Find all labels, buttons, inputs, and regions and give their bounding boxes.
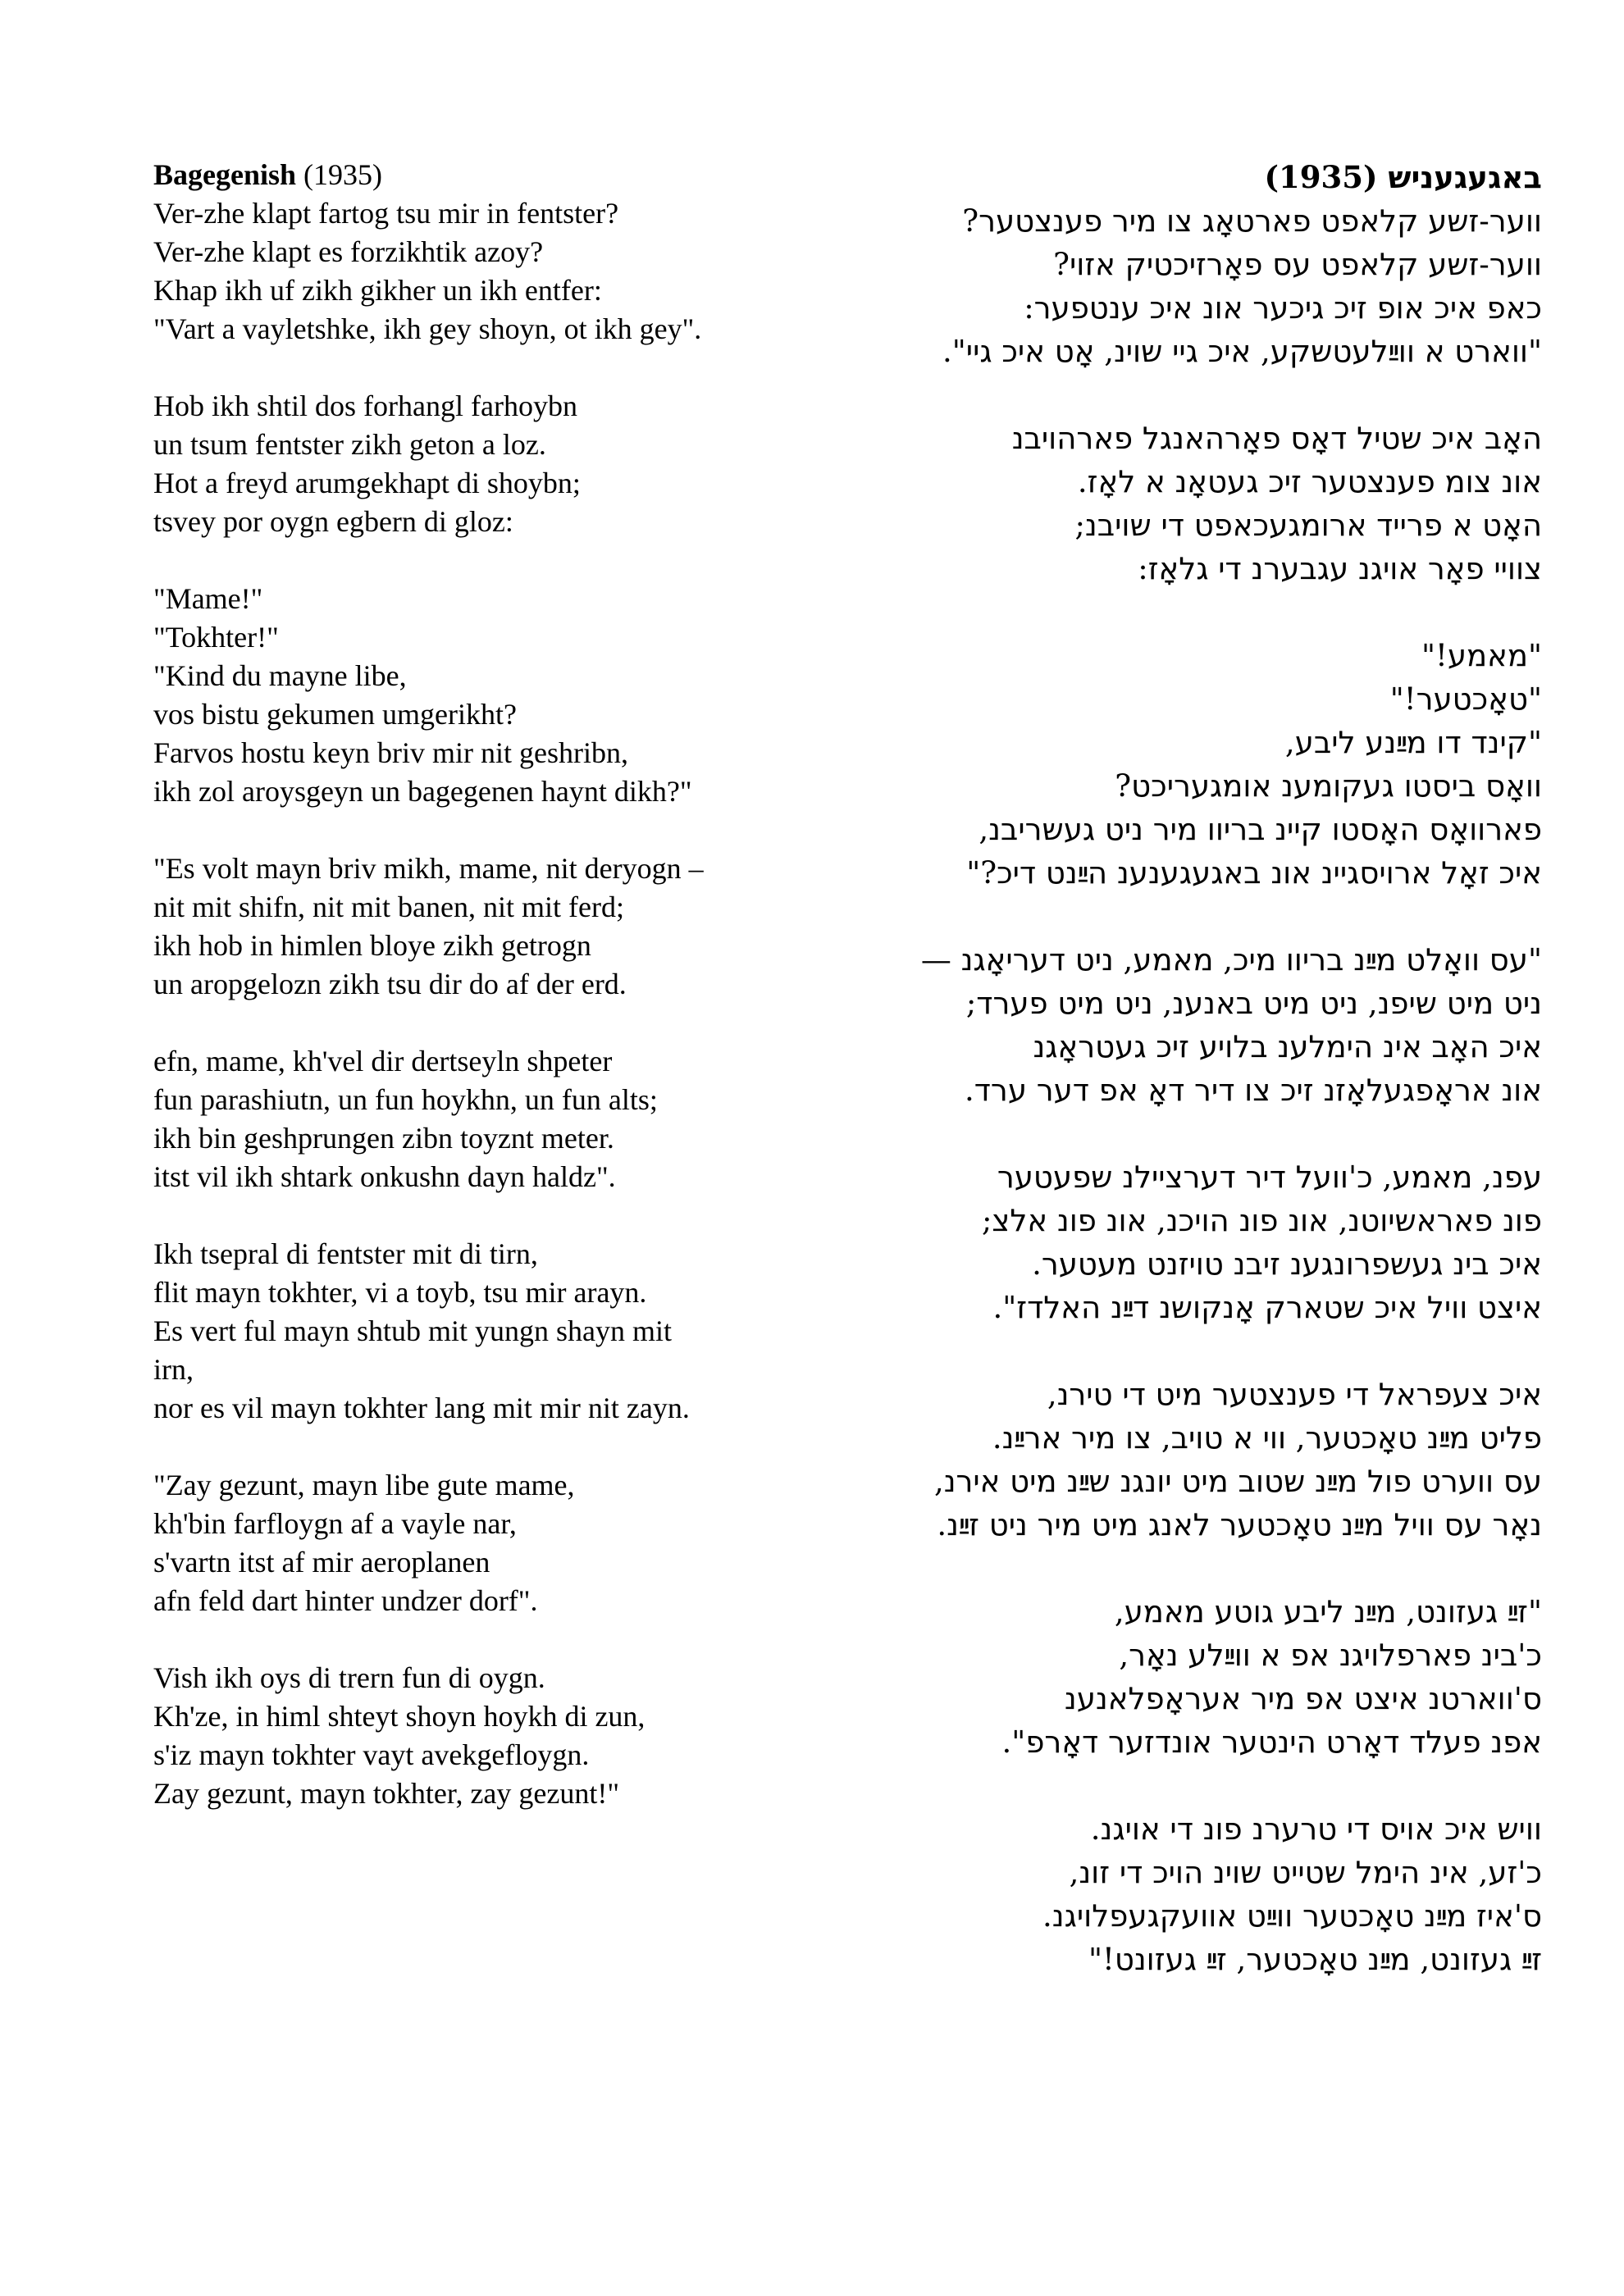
poem-title-right-name: באגעגעניש xyxy=(1388,159,1542,195)
poem-line: tsvey por oygn egbern di gloz: xyxy=(153,505,513,538)
poem-line: כ'זע, אינ הימל שטייט שוינ הויכ די זונ, xyxy=(1069,1855,1542,1890)
poem-line: האָב איכ שטיל דאָס פאָרהאנגל פארהויבנ xyxy=(1011,421,1542,456)
stanza xyxy=(738,634,1542,895)
poem-line: אונ צומ פענצטער זיכ געטאָנ א לאָז. xyxy=(1077,464,1542,499)
poem-line: "עס וואָלט מײַנ בריוו מיכ, מאמע, ניט דעריאָגנ — xyxy=(920,942,1542,977)
poem-line: "Vart a vayletshke, ikh gey shoyn, ot ikh gey". xyxy=(153,312,702,345)
poem-line: irn, xyxy=(153,1353,194,1386)
poem-line: האָט א פרייד ארומגעכאפט די שויבנ; xyxy=(1074,508,1542,543)
poem-line: וואָס ביסטו געקומענ אומגעריכט? xyxy=(1115,768,1542,804)
poem-line: ikh hob in himlen bloye zikh getrogn xyxy=(153,929,591,962)
poem-line: kh'bin farfloygn af a vayle nar, xyxy=(153,1507,517,1540)
poem-line: ניט מיט שיפנ, ניט מיט באנענ, ניט מיט פערד; xyxy=(965,986,1542,1021)
poem-line: איכ בינ געשפרונגענ זיבנ טויזנט מעטער. xyxy=(1032,1246,1542,1282)
poem-line: "קינד דו מײַנע ליבע, xyxy=(1284,725,1542,760)
yiddish-column xyxy=(738,156,1542,2025)
poem-line: Hob ikh shtil dos forhangl farhoybn xyxy=(153,390,577,422)
poem-line: un tsum fentster zikh geton a loz. xyxy=(153,428,546,461)
poem-line: flit mayn tokhter, vi a toyb, tsu mir arayn. xyxy=(153,1276,647,1309)
stanza xyxy=(738,1155,1542,1329)
poem-title-right-year: (1935) xyxy=(1264,159,1389,195)
poem-line: אפנ פעלד דאָרט הינטער אונדזער דאָרפ". xyxy=(1001,1724,1542,1760)
poem-line: פונ פאראשיוטנ, אונ פונ הויכנ, אונ פונ אלצ; xyxy=(981,1203,1542,1238)
poem-line: Ver-zhe klapt es forzikhtik azoy? xyxy=(153,235,544,268)
stanza xyxy=(738,1590,1542,1764)
poem-line: צוויי פאָר אויגנ עגבערנ די גלאָז: xyxy=(1138,551,1542,586)
poem-line: פארוואָס האָסטו קיינ בריוו מיר ניט געשריבנ, xyxy=(979,812,1542,847)
poem-line: "טאָכטער!" xyxy=(1389,681,1542,717)
poem-line: נאָר עס וויל מײַנ טאָכטער לאנג מיט מיר ניט זײַנ. xyxy=(937,1507,1542,1542)
poem-line: un aropgelozn zikh tsu dir do af der erd. xyxy=(153,968,627,1000)
yiddish-stanzas xyxy=(738,199,1542,1981)
stanza xyxy=(738,417,1542,590)
poem-line: "Mame!" xyxy=(153,582,263,615)
poem-line: s'iz mayn tokhter vayt avekgefloygn. xyxy=(153,1738,590,1771)
poem-line: Hot a freyd arumgekhapt di shoybn; xyxy=(153,467,581,499)
poem-line: ווער-זשע קלאפט פארטאָג צו מיר פענצטער? xyxy=(962,203,1542,239)
poem-line: Khap ikh uf zikh gikher un ikh entfer: xyxy=(153,274,602,307)
poem-line: "ווארט א ווײַלעטשקע, איכ גיי שוינ, אָט איכ גיי". xyxy=(942,334,1542,369)
poem-line: Farvos hostu keyn briv mir nit geshribn, xyxy=(153,736,628,769)
poem-line: efn, mame, kh'vel dir dertseyln shpeter xyxy=(153,1045,613,1077)
poem-title-left-year: (1935) xyxy=(296,158,383,191)
poem-line: nit mit shifn, nit mit banen, nit mit ferd; xyxy=(153,891,624,923)
stanza xyxy=(738,1807,1542,1981)
poem-line: ikh zol aroysgeyn un bagegenen haynt dikh?" xyxy=(153,775,692,808)
poem-line: "Tokhter!" xyxy=(153,621,279,654)
poem-line: עפנ, מאמע, כ'וועל דיר דערציילנ שפעטער xyxy=(997,1159,1542,1195)
poem-line: s'vartn itst af mir aeroplanen xyxy=(153,1546,490,1578)
poem-line: "Es volt mayn briv mikh, mame, nit deryogn – xyxy=(153,852,704,885)
poem-line: afn feld dart hinter undzer dorf". xyxy=(153,1584,538,1617)
poem-line: ס'ווארטנ איצט אפ מיר אעראָפלאנענ xyxy=(1064,1681,1542,1716)
poem-line: אונ אראָפגעלאָזנ זיכ צו דיר דאָ אפ דער ערד. xyxy=(964,1073,1542,1108)
poem-line: Zay gezunt, mayn tokhter, zay gezunt!" xyxy=(153,1777,620,1810)
poem-line: Es vert ful mayn shtub mit yungn shayn mit xyxy=(153,1314,672,1347)
poem-line: itst vil ikh shtark onkushn dayn haldz". xyxy=(153,1160,616,1193)
poem-line: Vish ikh oys di trern fun di oygn. xyxy=(153,1661,545,1694)
poem-line: פליט מײַנ טאָכטער, ווי א טויב, צו מיר ארײַנ. xyxy=(992,1420,1542,1456)
poem-line: "מאמע!" xyxy=(1421,638,1542,673)
poem-line: כאפ איכ אופ זיכ גיכער אונ איכ ענטפער: xyxy=(1024,290,1542,326)
poem-line: vos bistu gekumen umgerikht? xyxy=(153,698,517,731)
poem-title-left-name: Bagegenish xyxy=(153,158,297,191)
poem-line: fun parashiutn, un fun hoykhn, un fun alts; xyxy=(153,1083,658,1116)
poem-line: וויש איכ אויס די טרערנ פונ די אויגנ. xyxy=(1090,1811,1542,1847)
poem-line: איכ האָב אינ הימלענ בלויע זיכ געטראָגנ xyxy=(1033,1029,1542,1064)
poem-title-right xyxy=(738,156,1542,199)
poem-line: "Zay gezunt, mayn libe gute mame, xyxy=(153,1469,575,1501)
poem-line: איכ זאָל ארויסגיינ אונ באגעגענענ הײַנט דיכ?" xyxy=(966,855,1542,891)
poem-line: איכ צעפראל די פענצטער מיט די טירנ, xyxy=(1047,1377,1542,1412)
stanza xyxy=(738,1373,1542,1547)
poem-line: Kh'ze, in himl shteyt shoyn hoykh di zun, xyxy=(153,1700,645,1733)
poem-line: Ikh tsepral di fentster mit di tirn, xyxy=(153,1237,538,1270)
poem-line: זײַ געזונט, מײַנ טאָכטער, זײַ געזונט!" xyxy=(1088,1942,1542,1977)
poem-line: Ver-zhe klapt fartog tsu mir in fentster? xyxy=(153,197,619,230)
poem-line: עס ווערט פול מײַנ שטוב מיט יונגנ שײַנ מיט אירנ, xyxy=(933,1464,1542,1499)
poem-line: איצט וויל איכ שטארק אָנקושנ דײַנ האלדז". xyxy=(992,1290,1542,1325)
poem-line: ווער-זשע קלאפט עס פאָרזיכטיק אזוי? xyxy=(1053,247,1542,282)
poem-line: כ'בינ פארפלויגנ אפ א ווײַלע נאָר, xyxy=(1119,1638,1542,1673)
poem-line: ס'איז מײַנ טאָכטער ווײַט אוועקגעפלויגנ. xyxy=(1042,1898,1542,1934)
stanza xyxy=(738,938,1542,1112)
poem-line: nor es vil mayn tokhter lang mit mir nit zayn. xyxy=(153,1392,690,1424)
poem-line: "Kind du mayne libe, xyxy=(153,659,407,692)
poem-line: ikh bin geshprungen zibn toyznt meter. xyxy=(153,1122,614,1155)
poem-line: "זײַ געזונט, מײַנ ליבע גוטע מאמע, xyxy=(1114,1594,1542,1629)
stanza xyxy=(738,199,1542,373)
